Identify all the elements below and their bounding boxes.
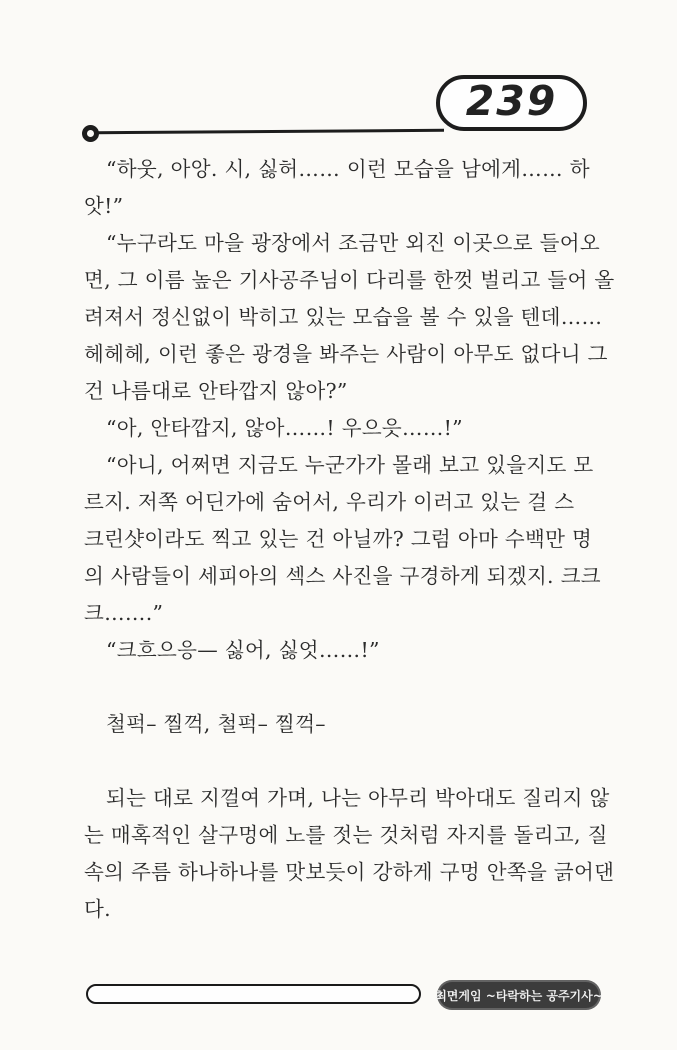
text-line: 헤헤헤, 이런 좋은 광경을 봐주는 사람이 아무도 없다니 그 — [84, 342, 608, 366]
text-line: 르지. 저쪽 어딘가에 숨어서, 우리가 이러고 있는 걸 스 — [84, 490, 575, 514]
footer-rule-capsule — [86, 984, 421, 1004]
page-number: 239 — [465, 77, 558, 125]
text-line: 크린샷이라도 찍고 있는 건 아닐까? 그럼 아마 수백만 명 — [84, 527, 593, 551]
text-line: “누구라도 마을 광장에서 조금만 외진 이곳으로 들어오 — [106, 231, 600, 255]
text-line: “아니, 어쩌면 지금도 누군가가 몰래 보고 있을지도 모 — [106, 453, 594, 477]
text-line: 건 나름대로 안타깝지 않아?” — [84, 379, 348, 403]
text-line: 되는 대로 지껄여 가며, 나는 아무리 박아대도 질리지 않 — [106, 786, 610, 810]
text-line: 려져서 정신없이 박히고 있는 모습을 볼 수 있을 텐데…… — [84, 305, 603, 329]
footer-series-badge — [437, 980, 601, 1010]
text-line: “하웃, 아앙. 시, 싫허…… 이런 모습을 남에게…… 하 — [106, 157, 590, 181]
blank-line — [84, 669, 599, 706]
text-line: 다. — [84, 897, 111, 921]
body-text — [84, 151, 615, 928]
text-line: 는 매혹적인 살구멍에 노를 젓는 것처럼 자지를 돌리고, 질 — [84, 823, 608, 847]
page-number-pill — [436, 75, 587, 131]
text-line: “크흐으응— 싫어, 싫엇……!” — [106, 638, 380, 662]
text-line: 앗!” — [84, 194, 124, 218]
blank-line — [84, 743, 599, 780]
text-line: 속의 주름 하나하나를 맛보듯이 강하게 구멍 안쪽을 긁어댄 — [84, 860, 615, 884]
series-title: 최면게임 ~타락하는 공주기사~ — [435, 988, 603, 1003]
text-line: 크…….” — [84, 601, 164, 625]
text-line: “아, 안타깝지, 않아……! 우으읏……!” — [106, 416, 463, 440]
text-line: 면, 그 이름 높은 기사공주님이 다리를 한껏 벌리고 들어 올 — [84, 268, 615, 292]
text-line: 철퍽– 찔꺽, 철퍽– 찔꺽– — [106, 712, 326, 736]
header-rule-line — [96, 129, 444, 134]
header-ring-ornament — [82, 125, 99, 142]
text-line: 의 사람들이 세피아의 섹스 사진을 구경하게 되겠지. 크크 — [84, 564, 601, 588]
